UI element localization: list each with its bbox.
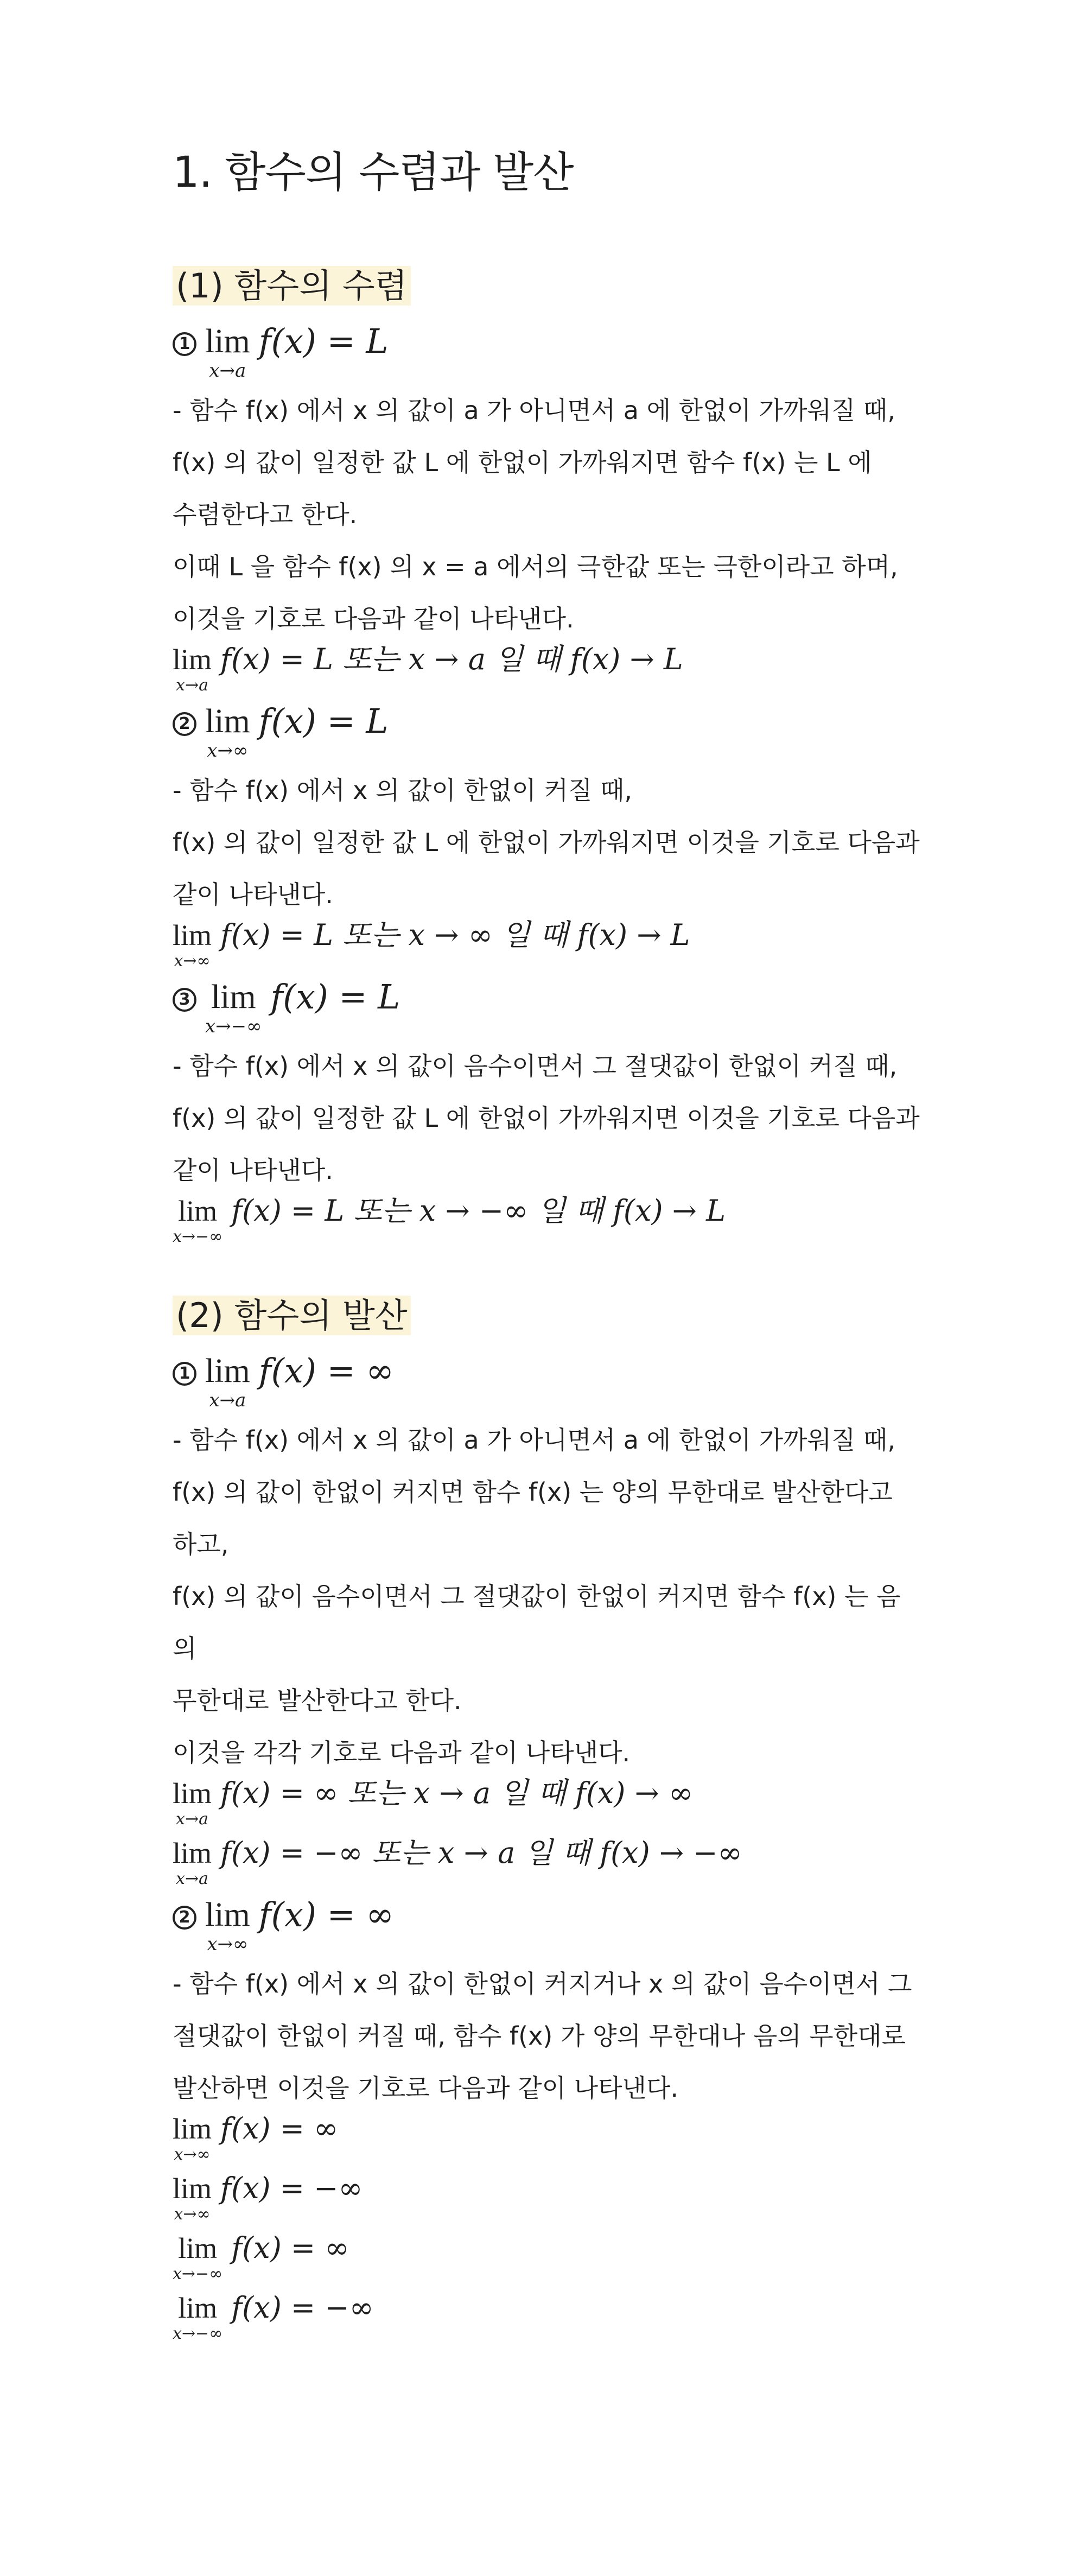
paragraph-line: - 함수 f(x) 에서 x 의 값이 a 가 아니면서 a 에 한없이 가까워질 때, [173,396,895,425]
limit-expression: f(x) = L [270,977,400,1017]
limit-operator: lim x→a [173,643,212,695]
formula-expression: f(x) = ∞ [231,2231,349,2265]
section-spacer [173,1256,1081,1289]
circled-number: 2 [173,1906,196,1930]
item-heading [173,321,1081,384]
formula-line [173,2171,1081,2234]
limit-expression: f(x) = L [258,321,389,361]
formula-expression: f(x) = L 또는 x → ∞ 일 때 f(x) → L [220,918,690,952]
limit-operator: lim x→−∞ [173,2292,223,2343]
paragraph-line: f(x) 의 값이 음수이면서 그 절댓값이 한없이 커지면 함수 f(x) 는 음의 [173,1582,901,1663]
circled-number: 3 [173,988,196,1012]
formula-expression: f(x) = ∞ 또는 x → a 일 때 f(x) → ∞ [220,1776,693,1810]
formula-expression: f(x) = L 또는 x → −∞ 일 때 f(x) → L [231,1194,726,1228]
paragraph-line: 이것을 각각 기호로 다음과 같이 나타낸다. [173,1738,631,1767]
paragraph-line: 수렴한다고 한다. [173,500,358,529]
document-title: 1. 함수의 수렴과 발산 [173,148,574,197]
paragraph-line: f(x) 의 값이 일정한 값 L 에 한없이 가까워지면 이것을 기호로 다음과 [173,828,920,857]
paragraph-line: 발산하면 이것을 기호로 다음과 같이 나타낸다. [173,2073,679,2103]
item-heading [173,701,1081,764]
item-heading [173,977,1081,1040]
section-heading-text: (2) 함수의 발산 [173,1296,411,1335]
limit-operator: lim x→a [173,1837,212,1888]
limit-expression: f(x) = ∞ [258,1895,394,1934]
item-heading [173,1895,1081,1958]
item-heading [173,1351,1081,1414]
section-heading-text: (1) 함수의 수렴 [173,266,411,306]
limit-operator: lim x→−∞ [173,1195,223,1246]
paragraph-line: 이것을 기호로 다음과 같이 나타낸다. [173,604,574,633]
formula-line [173,2111,1081,2174]
paragraph-line: - 함수 f(x) 에서 x 의 값이 한없이 커지거나 x 의 값이 음수이면서 그 [173,1969,912,1998]
paragraph-line: 같이 나타낸다. [173,1156,333,1185]
formula-line [173,2293,1081,2353]
limit-operator: lim x→∞ [205,1896,250,1955]
formula-line [173,642,1081,705]
formula-line [173,1196,1081,1256]
formula-line [173,2231,1081,2293]
paragraph-line: f(x) 의 값이 일정한 값 L 에 한없이 가까워지면 함수 f(x) 는 L 에 [173,448,872,477]
section-heading-convergence [173,259,1081,307]
limit-expression: f(x) = ∞ [258,1351,394,1391]
paragraph-line: f(x) 의 값이 일정한 값 L 에 한없이 가까워지면 이것을 기호로 다음과 [173,1103,920,1133]
limit-operator: lim x→a [205,323,250,382]
limit-operator: lim x→−∞ [173,2232,223,2283]
paragraph-line: f(x) 의 값이 한없이 커지면 함수 f(x) 는 양의 무한대로 발산한다고 [173,1477,893,1507]
section-heading-divergence [173,1289,1081,1337]
limit-operator: lim x→∞ [173,919,212,970]
paragraph-line: 하고, [173,1530,229,1559]
formula-expression: f(x) = ∞ [220,2111,339,2146]
circled-number: 2 [173,712,196,736]
limit-operator: lim x→a [173,1777,212,1829]
paragraph-line: - 함수 f(x) 에서 x 의 값이 음수이면서 그 절댓값이 한없이 커질 때, [173,1051,898,1081]
formula-expression: f(x) = L 또는 x → a 일 때 f(x) → L [220,642,683,676]
paragraph-line: 같이 나타낸다. [173,880,333,909]
circled-number: 1 [173,332,196,356]
paragraph-line: 절댓값이 한없이 커질 때, 함수 f(x) 가 양의 무한대나 음의 무한대로 [173,2021,906,2051]
paragraph-line: - 함수 f(x) 에서 x 의 값이 한없이 커질 때, [173,776,633,805]
formula-expression: f(x) = −∞ [220,2171,363,2205]
limit-operator: lim x→∞ [205,703,250,762]
formula-expression: f(x) = −∞ [231,2291,374,2325]
paragraph-line: - 함수 f(x) 에서 x 의 값이 a 가 아니면서 a 에 한없이 가까워질 때, [173,1425,895,1455]
limit-operator: lim x→a [205,1353,250,1411]
formula-line [173,918,1081,980]
formula-line [173,1838,1081,1898]
paragraph-line: 무한대로 발산한다고 한다. [173,1686,462,1715]
limit-operator: lim x→−∞ [205,979,262,1037]
circled-number: 1 [173,1362,196,1386]
paragraph-line: 이때 L 을 함수 f(x) 의 x = a 에서의 극한값 또는 극한이라고 하며, [173,552,898,581]
limit-operator: lim x→∞ [173,2112,212,2164]
formula-expression: f(x) = −∞ 또는 x → a 일 때 f(x) → −∞ [220,1836,742,1870]
limit-expression: f(x) = L [258,701,389,741]
formula-line [173,1776,1081,1838]
limit-operator: lim x→∞ [173,2172,212,2224]
